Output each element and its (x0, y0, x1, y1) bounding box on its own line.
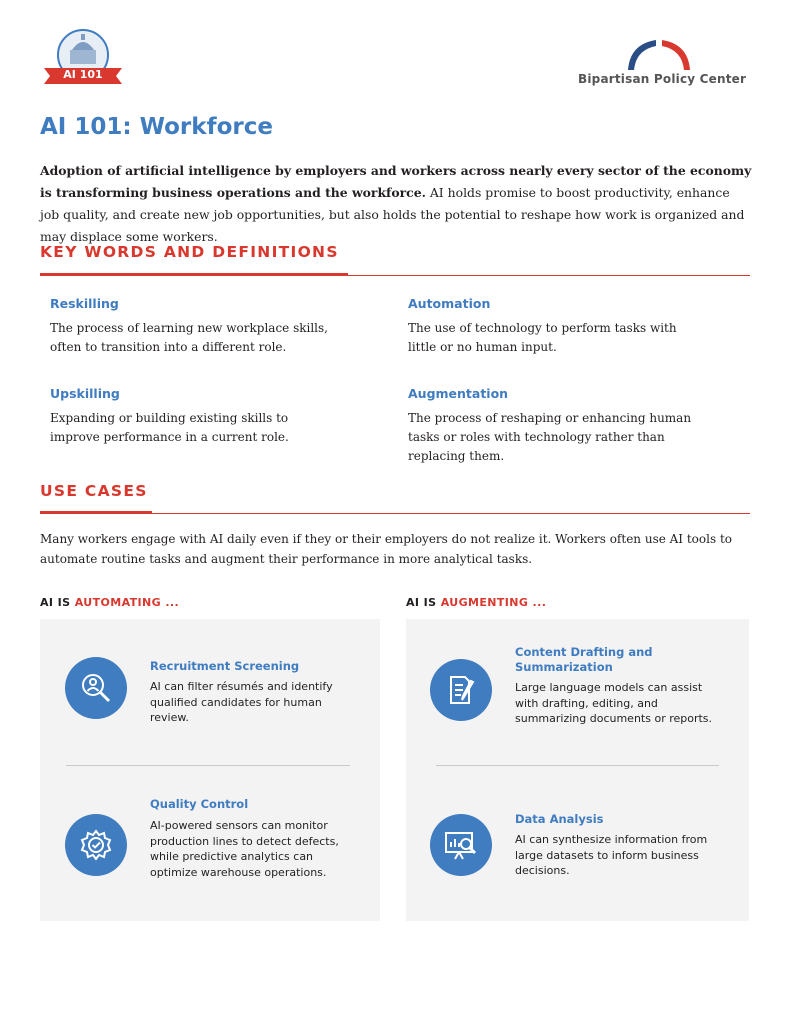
ai-101-logo (40, 28, 126, 90)
definition-automation (408, 296, 688, 357)
document-pen-icon (430, 659, 492, 721)
case-description: AI-powered sensors can monitor production lines to detect defects, while predictive analytics can optimize warehouse operations. (150, 819, 339, 879)
automating-panel (40, 619, 380, 921)
definition-reskilling (50, 296, 340, 357)
definition-text: Expanding or building existing skills to improve performance in a current role. (50, 411, 289, 444)
term-label: Reskilling (50, 296, 119, 311)
panel-divider (66, 765, 350, 766)
key-words-rule-accent (40, 273, 348, 276)
case-description: AI can filter résumés and identify qualified candidates for human review. (150, 680, 333, 724)
gear-check-icon (65, 814, 127, 876)
key-words-heading: KEY WORDS AND DEFINITIONS (40, 243, 339, 261)
term-label: Upskilling (50, 386, 120, 401)
case-title: Content Drafting and Summarization (515, 645, 653, 674)
page-title: AI 101: Workforce (40, 114, 273, 140)
org-name: Bipartisan Policy Center (578, 72, 747, 86)
use-cases-intro: Many workers engage with AI daily even if they or their employers do not realize it. Workers often use AI tools to automate routine tasks and augment their performance in more analytical tasks. (40, 532, 732, 566)
intro-rest-text: AI holds promise to boost productivity, enhance job quality, and create new job opportunities, but also holds the potential to reshape how work is organized and may displace some workers. (40, 185, 745, 244)
search-person-icon (65, 657, 127, 719)
case-description: AI can synthesize information from large datasets to inform business decisions. (515, 833, 708, 877)
automating-highlight: AUTOMATING ... (74, 596, 180, 609)
definition-text: The process of reshaping or enhancing human tasks or roles with technology rather than replacing them. (408, 411, 692, 463)
term-label: Augmentation (408, 386, 509, 401)
intro-bold-text: Adoption of artificial intelligence by employers and workers across nearly every sector of the economy is transforming business operations and the workforce. (40, 163, 752, 200)
panel-divider (436, 765, 719, 766)
definition-text: The use of technology to perform tasks with little or no human input. (408, 321, 677, 354)
use-cases-rule-accent (40, 511, 152, 514)
case-title: Data Analysis (515, 812, 604, 826)
ai-101-badge-text: AI 101 (63, 68, 103, 81)
definition-upskilling (50, 386, 310, 447)
bpc-logo-mark (622, 36, 696, 72)
augmenting-highlight: AUGMENTING ... (440, 596, 547, 609)
term-label: Automation (408, 296, 491, 311)
augmenting-column-heading (406, 596, 546, 609)
case-title: Recruitment Screening (150, 659, 300, 673)
definition-text: The process of learning new workplace skills, often to transition into a different role. (50, 321, 328, 354)
augmenting-prefix: AI IS (406, 596, 441, 609)
use-cases-heading: USE CASES (40, 482, 148, 500)
augmenting-panel (406, 619, 749, 921)
automating-column-heading (40, 596, 179, 609)
definition-augmentation (408, 386, 693, 466)
intro-paragraph (40, 160, 752, 248)
case-description: Large language models can assist with drafting, editing, and summarizing documents or reports. (515, 681, 713, 725)
case-title: Quality Control (150, 797, 249, 811)
chart-magnifier-icon (430, 814, 492, 876)
automating-prefix: AI IS (40, 596, 75, 609)
